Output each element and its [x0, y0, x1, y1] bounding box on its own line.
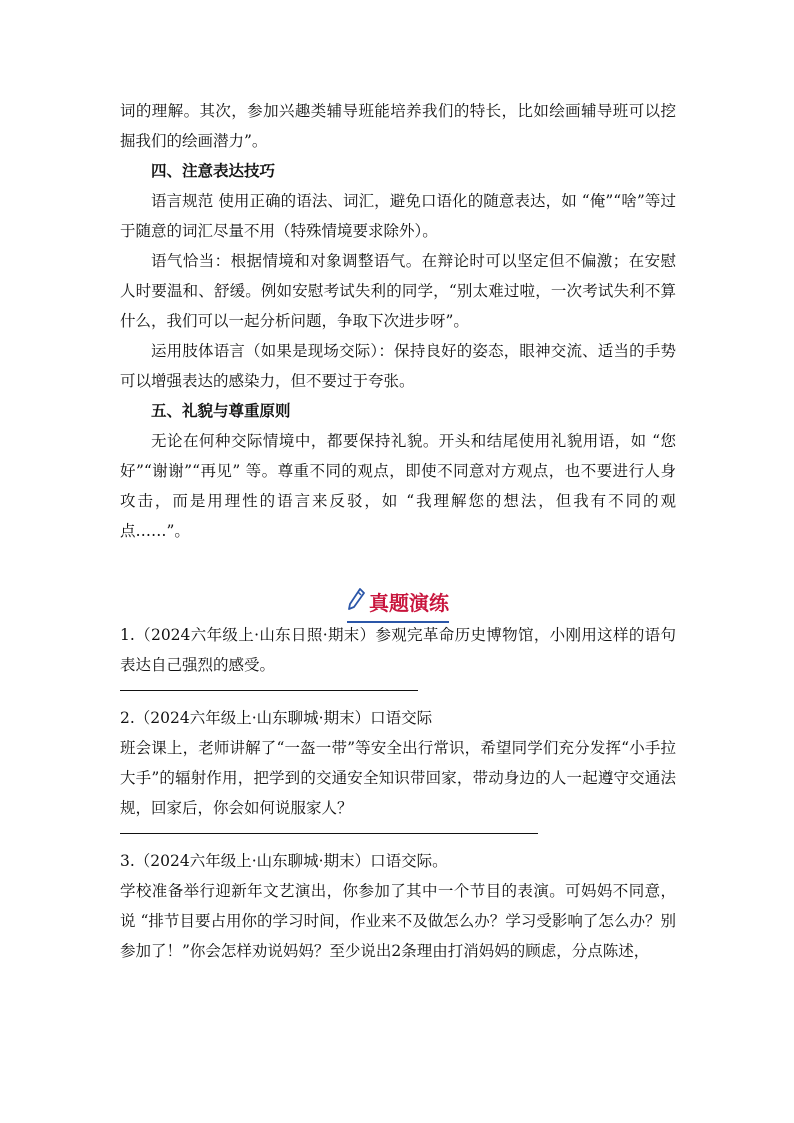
section-title-wrap — [347, 586, 449, 623]
section-title — [120, 586, 676, 620]
question-2-body: 班会课上，老师讲解了“一盔一带”等安全出行常识，希望同学们充分发挥“小手拉大手”的辐射作用，把学到的交通安全知识带回家，带动身边的人一起遵守交通法规，回家后，你会如何说服家人？ — [120, 739, 676, 817]
question-3-body: 学校准备举行迎新年文艺演出，你参加了其中一个节目的表演。可妈妈不同意，说 “排节目要占用你的学习时间，作业来不及做怎么办？学习受影响了怎么办？别参加了！”你会怎样劝说妈妈？至少说出2条理由打消妈妈的顾虑，分点陈述， — [120, 882, 676, 960]
paragraph-language-norms: 语言规范 使用正确的语法、词汇，避免口语化的随意表达，如 “俺”“啥”等过于随意的词汇尽量不用（特殊情境要求除外）。 — [120, 192, 676, 240]
section-title-text: 真题演练 — [369, 591, 449, 615]
document-content — [120, 96, 676, 966]
paragraph-politeness: 无论在何种交际情境中，都要保持礼貌。开头和结尾使用礼貌用语，如 “您好”“谢谢”“再见” 等。尊重不同的观点，即使不同意对方观点，也不要进行人身攻击，而是用理性的语言来反驳，如 “我理解您的想法，但我有不同的观点……”。 — [120, 432, 676, 540]
heading-politeness: 五、礼貌与尊重原则 — [151, 402, 291, 420]
paragraph-body-language: 运用肢体语言（如果是现场交际）：保持良好的姿态，眼神交流、适当的手势可以增强表达的感染力，但不要过于夸张。 — [120, 342, 676, 390]
heading-expression-skills: 四、注意表达技巧 — [151, 162, 276, 180]
question-1: 1.（2024六年级上·山东日照·期末）参观完革命历史博物馆，小刚用这样的语句表达自己强烈的感受。 — [120, 626, 676, 674]
answer-line-2[interactable] — [120, 833, 538, 834]
paragraph-tone: 语气恰当：根据情境和对象调整语气。在辩论时可以坚定但不偏激；在安慰人时要温和、舒缓。例如安慰考试失利的同学，“别太难过啦，一次考试失利不算什么，我们可以一起分析问题，争取下次进步呀”。 — [120, 252, 676, 330]
answer-line-1[interactable] — [120, 690, 418, 691]
pencil-icon — [347, 586, 365, 620]
question-2: 2.（2024六年级上·山东聊城·期末）口语交际 — [120, 709, 433, 727]
question-3: 3.（2024六年级上·山东聊城·期末）口语交际。 — [120, 852, 448, 870]
paragraph-continued: 词的理解。其次，参加兴趣类辅导班能培养我们的特长，比如绘画辅导班可以挖掘我们的绘画潜力”。 — [120, 102, 676, 150]
